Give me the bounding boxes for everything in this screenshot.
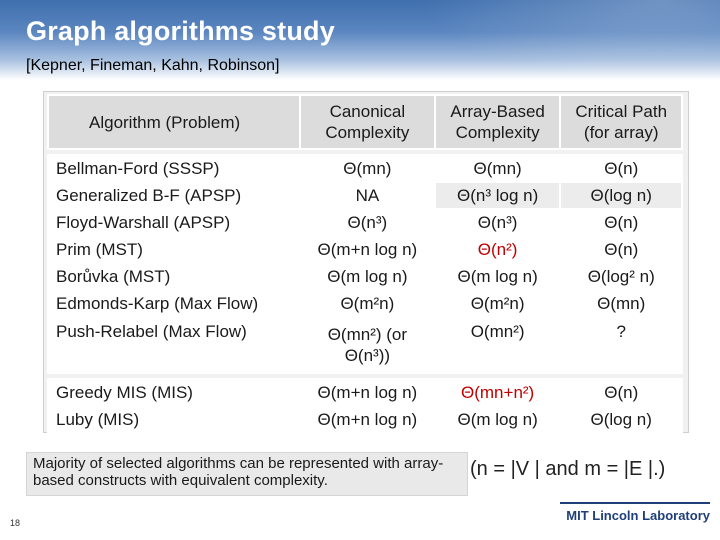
algorithm-cell: Generalized B-F (APSP) [48, 182, 300, 209]
algorithm-cell: Borůvka (MST) [48, 263, 300, 290]
critical-path-cell: Θ(log n) [560, 182, 682, 209]
column-header: Canonical Complexity [300, 95, 435, 149]
table-row [48, 236, 682, 263]
canonical-cell: Θ(m+n log n) [300, 236, 435, 263]
canonical-cell: Θ(mn) [300, 155, 435, 182]
canonical-cell: NA [300, 182, 435, 209]
critical-path-cell: Θ(n) [560, 379, 682, 406]
critical-path-cell: Θ(n) [560, 209, 682, 236]
algorithm-cell: Push-Relabel (Max Flow) [48, 317, 300, 373]
array-cell: Θ(n³ log n) [435, 182, 561, 209]
algorithm-cell: Greedy MIS (MIS) [48, 379, 300, 406]
table-row [48, 317, 682, 373]
critical-path-cell: ? [560, 317, 682, 373]
critical-path-cell: Θ(mn) [560, 290, 682, 317]
summary-text: Majority of selected algorithms can be represented with array-based constructs with equivalent complexity. [33, 455, 444, 489]
slide-number: 18 [10, 518, 21, 528]
table-row [48, 182, 682, 209]
array-cell: O(mn²) [435, 317, 561, 373]
column-header: Array-Based Complexity [435, 95, 561, 149]
array-cell: Θ(n³) [435, 209, 561, 236]
table-row [48, 406, 682, 433]
algorithm-cell: Luby (MIS) [48, 406, 300, 433]
critical-path-cell: Θ(log² n) [560, 263, 682, 290]
array-cell: Θ(mn+n²) [435, 379, 561, 406]
algorithm-cell: Floyd-Warshall (APSP) [48, 209, 300, 236]
variable-legend: (n = |V | and m = |E |.) [470, 458, 666, 480]
table-row [48, 209, 682, 236]
canonical-cell: Θ(mn²) (or Θ(n³)) [300, 317, 435, 373]
table-row [48, 263, 682, 290]
canonical-cell: Θ(m²n) [300, 290, 435, 317]
canonical-cell: Θ(m+n log n) [300, 406, 435, 433]
array-cell: Θ(mn) [435, 155, 561, 182]
critical-path-cell: Θ(log n) [560, 406, 682, 433]
column-header: Critical Path (for array) [560, 95, 682, 149]
algorithm-cell: Bellman-Ford (SSSP) [48, 155, 300, 182]
citation: [Kepner, Fineman, Kahn, Robinson] [26, 57, 280, 74]
array-cell: Θ(m log n) [435, 406, 561, 433]
array-cell: Θ(m log n) [435, 263, 561, 290]
canonical-cell: Θ(m+n log n) [300, 379, 435, 406]
algorithm-cell: Edmonds-Karp (Max Flow) [48, 290, 300, 317]
table-row [48, 155, 682, 182]
critical-path-cell: Θ(n) [560, 236, 682, 263]
algorithm-cell: Prim (MST) [48, 236, 300, 263]
lab-logo: MIT Lincoln Laboratory [560, 502, 710, 523]
column-header: Algorithm (Problem) [48, 95, 300, 149]
complexity-table [47, 94, 683, 434]
canonical-cell: Θ(m log n) [300, 263, 435, 290]
canonical-cell: Θ(n³) [300, 209, 435, 236]
table-row [48, 379, 682, 406]
critical-path-cell: Θ(n) [560, 155, 682, 182]
array-cell: Θ(m²n) [435, 290, 561, 317]
array-cell: Θ(n²) [435, 236, 561, 263]
slide-title: Graph algorithms study [26, 16, 335, 46]
table-header-row [48, 95, 682, 149]
table-row [48, 290, 682, 317]
